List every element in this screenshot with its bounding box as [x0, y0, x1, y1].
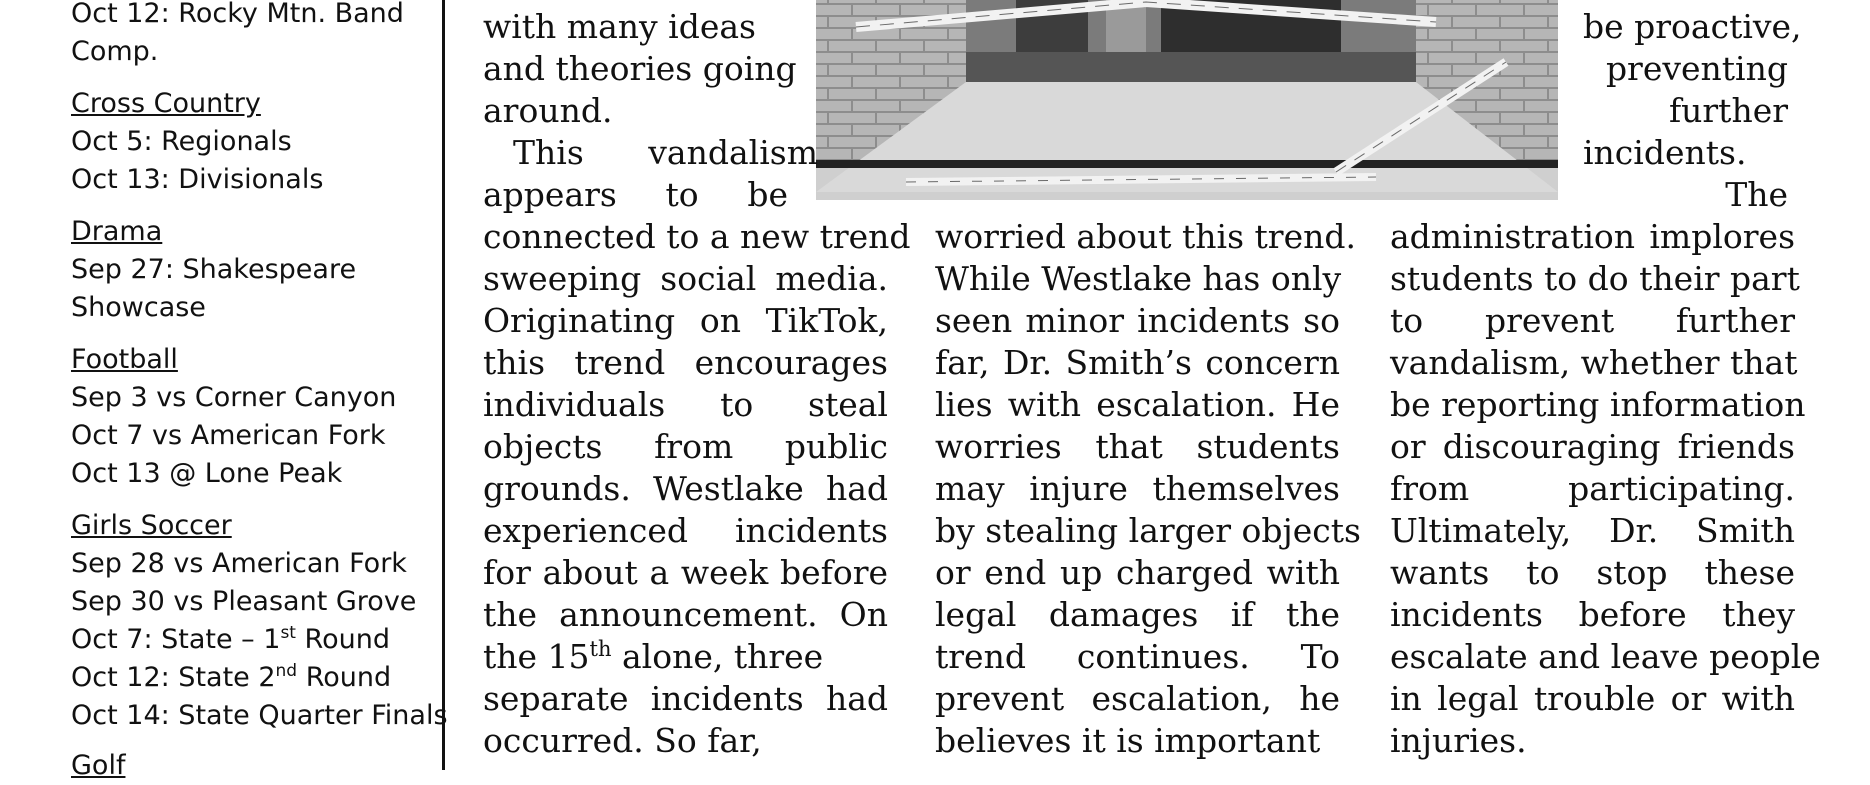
text-line: for about a week before — [483, 553, 888, 592]
text-line: be reporting information — [1390, 385, 1806, 424]
text-line: The — [1725, 175, 1788, 214]
text-line: objects from public — [483, 427, 888, 466]
event-item — [71, 621, 448, 659]
text-line: be proactive, — [1583, 7, 1802, 46]
text-line: believes it is important — [935, 721, 1321, 760]
section-heading: Golf — [71, 750, 126, 781]
event-text: Oct 7: State – 1 — [71, 624, 281, 655]
text-line: lies with escalation. He — [935, 385, 1340, 424]
event-item: Oct 13 @ Lone Peak — [71, 458, 343, 489]
event-item: Sep 28 vs American Fork — [71, 548, 407, 579]
text-line: This vandalism — [513, 133, 818, 172]
text-line: grounds. Westlake had — [483, 469, 888, 508]
event-item: Oct 12: Rocky Mtn. Band — [71, 0, 404, 29]
cross-country-section — [71, 85, 323, 199]
section-heading: Girls Soccer — [71, 510, 232, 541]
column-1-top — [483, 6, 818, 216]
text-segment: alone, three — [611, 637, 824, 676]
event-item — [71, 659, 448, 697]
column-2 — [935, 216, 1361, 762]
event-item: Showcase — [71, 292, 206, 323]
text-line: from participating. — [1390, 469, 1795, 508]
event-item: Sep 27: Shakespeare — [71, 254, 357, 285]
text-line: students to do their part — [1390, 259, 1800, 298]
text-line: incidents before they — [1390, 595, 1795, 634]
text-line: the announcement. On — [483, 595, 888, 634]
text-line: preventing — [1605, 49, 1788, 88]
golf-section — [71, 747, 125, 785]
text-line: trend continues. To — [935, 637, 1340, 676]
drama-section — [71, 213, 356, 327]
ordinal-suffix: st — [280, 623, 296, 643]
event-item: Oct 7 vs American Fork — [71, 420, 386, 451]
text-line: experienced incidents — [483, 511, 888, 550]
event-item: Oct 14: State Quarter Finals — [71, 700, 448, 731]
text-line: appears to be — [483, 175, 788, 214]
section-heading: Football — [71, 344, 178, 375]
article-body — [483, 0, 1821, 770]
text-line: may injure themselves — [935, 469, 1340, 508]
text-line: wants to stop these — [1390, 553, 1795, 592]
event-item: Oct 5: Regionals — [71, 126, 292, 157]
text-line: seen minor incidents so — [935, 301, 1340, 340]
text-line: or discouraging friends — [1390, 427, 1795, 466]
text-line: vandalism, whether that — [1390, 343, 1798, 382]
text-line: legal damages if the — [935, 595, 1340, 634]
text-line: connected to a new trend — [483, 217, 911, 256]
text-line: far, Dr. Smith’s concern — [935, 343, 1340, 382]
text-line: this trend encourages — [483, 343, 888, 382]
text-line: or end up charged with — [935, 553, 1340, 592]
text-line: prevent escalation, he — [935, 679, 1340, 718]
text-line — [483, 636, 888, 678]
event-text: Round — [297, 662, 392, 693]
text-line: occurred. So far, — [483, 721, 762, 760]
text-line: administration implores — [1390, 217, 1795, 256]
text-line: and theories going — [483, 49, 797, 88]
text-line: further — [1668, 91, 1788, 130]
event-item: Oct 13: Divisionals — [71, 164, 324, 195]
text-line-content: with many ideas — [483, 7, 756, 46]
text-line: incidents. — [1583, 133, 1747, 172]
text-segment: the 15 — [483, 637, 590, 676]
section-heading: Cross Country — [71, 88, 261, 119]
events-sidebar — [0, 0, 448, 781]
text-line: Originating on TikTok, — [483, 301, 888, 340]
text-line: individuals to steal — [483, 385, 888, 424]
text-line: around. — [483, 91, 613, 130]
column-3-top — [1583, 6, 1802, 216]
girls-soccer-section — [71, 507, 448, 735]
text-line: escalate and leave people — [1390, 637, 1821, 676]
text-line: in legal trouble or with — [1390, 679, 1795, 718]
text-line: by stealing larger objects — [935, 511, 1361, 550]
text-line: separate incidents had — [483, 679, 888, 718]
football-section — [71, 341, 396, 493]
band-section — [71, 0, 404, 71]
column-1 — [483, 216, 911, 762]
text-line: injuries. — [1390, 721, 1527, 760]
text-line: worried about this trend. — [935, 217, 1356, 256]
event-text: Round — [295, 624, 390, 655]
text-line: to prevent further — [1390, 301, 1795, 340]
text-line — [483, 6, 788, 48]
event-item: Comp. — [71, 36, 159, 67]
text-line: Ultimately, Dr. Smith — [1390, 511, 1795, 550]
text-line: While Westlake has only — [935, 259, 1342, 298]
event-text: Oct 12: State 2 — [71, 662, 276, 693]
ordinal-suffix: th — [589, 637, 612, 661]
text-line: worries that students — [935, 427, 1340, 466]
text-line: sweeping social media. — [483, 259, 888, 298]
section-heading: Drama — [71, 216, 163, 247]
event-item: Sep 3 vs Corner Canyon — [71, 382, 397, 413]
ordinal-suffix: nd — [275, 661, 298, 681]
event-item: Sep 30 vs Pleasant Grove — [71, 586, 417, 617]
column-3 — [1390, 216, 1821, 762]
